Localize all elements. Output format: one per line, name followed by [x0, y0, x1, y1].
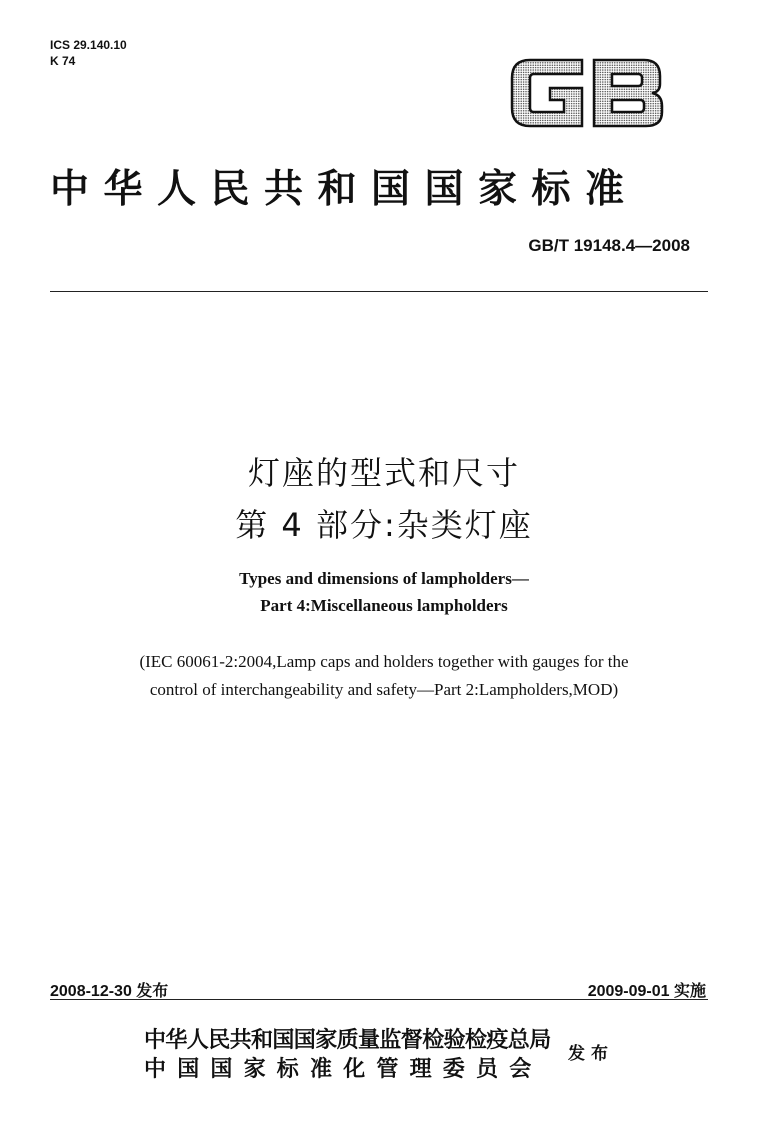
gb-logo-b — [594, 60, 662, 126]
chinese-title-line-1: 灯座的型式和尺寸 — [247, 454, 520, 492]
gb-logo — [508, 52, 666, 132]
classification-codes — [50, 37, 127, 69]
header-divider — [50, 291, 708, 292]
issuer-line-1: 中华人民共和国国家质量监督检验检疫总局 — [144, 1027, 551, 1053]
issue-date: 2008-12-30 发布 — [50, 983, 169, 1000]
english-title-line-2: Part 4:Miscellaneous lampholders — [260, 596, 508, 615]
issue-label: 发布 — [568, 1044, 614, 1064]
adoption-statement-line-2: control of interchangeability and safety—Part 2:Lampholders,MOD) — [149, 680, 619, 699]
chinese-title-line-2: 第 4 部分:杂类灯座 — [235, 506, 533, 544]
ics-code: ICS 29.140.10 — [50, 38, 127, 52]
implementation-date: 2009-09-01 实施 — [587, 983, 706, 1000]
ccs-code: K 74 — [50, 54, 76, 68]
english-title-line-1: Types and dimensions of lampholders— — [239, 569, 529, 588]
adoption-statement-line-1: (IEC 60061-2:2004,Lamp caps and holders together with gauges for the — [139, 652, 629, 671]
gb-logo-g — [512, 60, 582, 126]
national-standard-title: 中华人民共和国国家标准 — [50, 166, 639, 212]
standard-number: GB/T 19148.4—2008 — [528, 236, 690, 255]
footer-divider — [50, 999, 708, 1000]
issuer-line-2: 中国国家标准化管理委员会 — [144, 1056, 543, 1082]
